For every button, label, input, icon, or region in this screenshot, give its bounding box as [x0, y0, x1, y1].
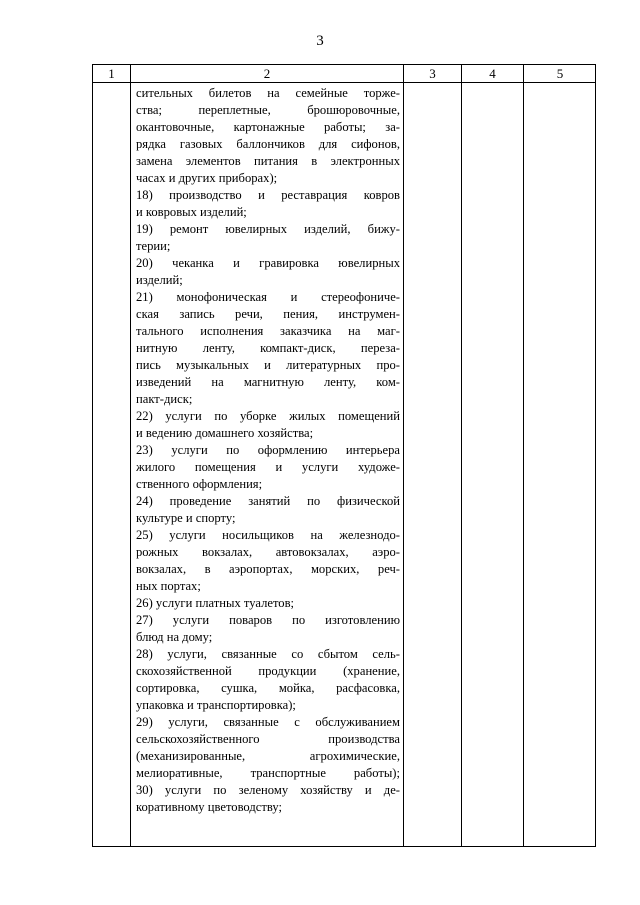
text-line: рядка газовых баллончиков для сифонов, — [136, 137, 400, 151]
page-number: 3 — [316, 33, 324, 49]
column-divider — [523, 65, 524, 846]
text-line: изведений на магнитную ленту, ком- — [136, 375, 400, 389]
column-header-5: 5 — [556, 66, 564, 81]
text-line: упаковка и транспортировка); — [136, 698, 296, 712]
column-divider — [461, 65, 462, 846]
document-table — [92, 64, 596, 847]
text-line: 18) производство и реставрация ковров — [136, 188, 400, 202]
text-line: вокзалах, в аэропортах, морских, реч- — [136, 562, 400, 576]
text-line: 29) услуги, связанные с обслуживанием — [136, 715, 400, 729]
column-2-text — [136, 85, 400, 816]
text-line: коративному цветоводству; — [136, 800, 283, 814]
text-line: (механизированные, агрохимические, — [136, 749, 400, 763]
text-line: сельскохозяйственного производства — [136, 732, 400, 746]
column-header-3: 3 — [429, 66, 436, 81]
column-divider — [403, 65, 404, 846]
text-line: 21) монофоническая и стереофониче- — [136, 290, 400, 304]
text-line: и ковровых изделий; — [136, 205, 247, 219]
text-line: часах и других приборах); — [136, 171, 278, 185]
text-line: ская запись речи, пения, инструмен- — [136, 307, 400, 321]
text-line: нитную ленту, компакт-диск, переза- — [136, 341, 400, 355]
text-line: терии; — [136, 239, 171, 253]
column-header-2: 2 — [263, 66, 271, 81]
text-line: и ведению домашнего хозяйства; — [136, 426, 314, 440]
text-line: рожных вокзалах, автовокзалах, аэро- — [136, 545, 400, 559]
column-header-1: 1 — [108, 66, 115, 81]
text-line: 30) услуги по зеленому хозяйству и де- — [136, 783, 400, 797]
text-line: блюд на дому; — [136, 630, 213, 644]
text-line: пакт-диск; — [136, 392, 193, 406]
text-line: сительных билетов на семейные торже- — [136, 86, 400, 100]
column-divider — [130, 65, 131, 846]
text-line: культуре и спорту; — [136, 511, 236, 525]
text-line: пись музыкальных и литературных про- — [136, 358, 400, 372]
text-line: скохозяйственной продукции (хранение, — [136, 664, 400, 678]
text-line: 19) ремонт ювелирных изделий, бижу- — [136, 222, 400, 236]
text-line: 26) услуги платных туалетов; — [136, 596, 295, 610]
text-line: тального исполнения заказчика на маг- — [136, 324, 400, 338]
text-line: ственного оформления; — [136, 477, 263, 491]
header-divider — [93, 82, 595, 83]
text-line: изделий; — [136, 273, 183, 287]
text-line: окантовочные, картонажные работы; за- — [136, 120, 400, 134]
text-line: 22) услуги по уборке жилых помещений — [136, 409, 400, 423]
text-line: ных портах; — [136, 579, 201, 593]
text-line: 27) услуги поваров по изготовлению — [136, 613, 400, 627]
text-line: замена элементов питания в электронных — [136, 154, 400, 168]
text-line: 25) услуги носильщиков на железнодо- — [136, 528, 400, 542]
text-line: 20) чеканка и гравировка ювелирных — [136, 256, 400, 270]
text-line: 24) проведение занятий по физической — [136, 494, 400, 508]
text-line: ства; переплетные, брошюровочные, — [136, 103, 400, 117]
text-line: сортировка, сушка, мойка, расфасовка, — [136, 681, 400, 695]
text-line: 28) услуги, связанные со сбытом сель- — [136, 647, 400, 661]
text-line: 23) услуги по оформлению интерьера — [136, 443, 400, 457]
text-line: жилого помещения и услуги художе- — [136, 460, 400, 474]
text-line: мелиоративные, транспортные работы); — [136, 766, 400, 780]
column-header-4: 4 — [489, 66, 496, 81]
